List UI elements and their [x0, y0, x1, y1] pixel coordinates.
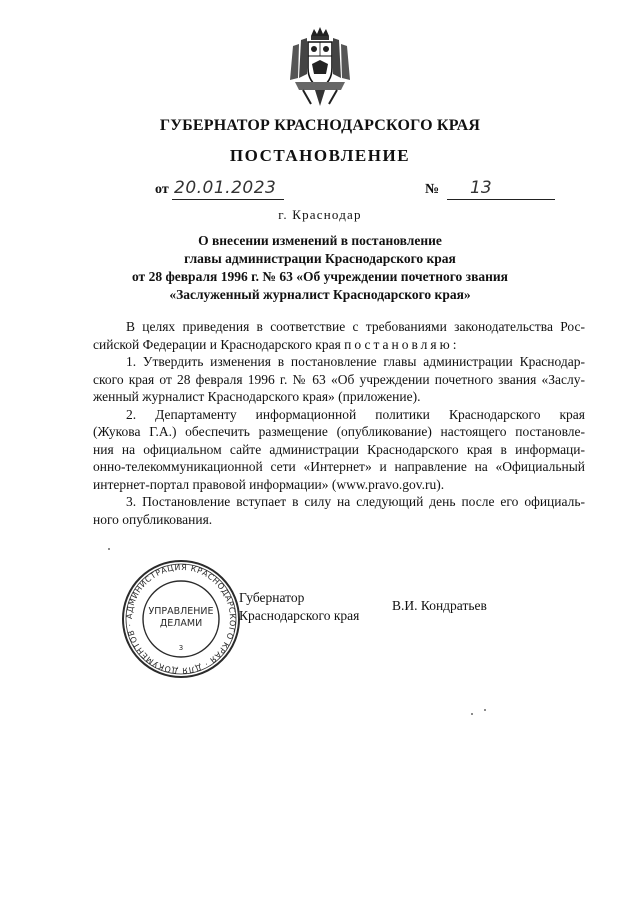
title-line: «Заслуженный журналист Краснодарского края»	[169, 287, 471, 302]
title-line: от 28 февраля 1996 г. № 63 «Об учреждении почетного звания	[131, 269, 508, 284]
body-line: 3. Постановление вступает в силу на следующий день после его официаль-	[126, 494, 585, 509]
resolution-word: постановляю:	[344, 336, 460, 352]
signatory-position-line: Губернатор	[239, 590, 305, 605]
signatory-position-line: Краснодарского края	[239, 607, 360, 623]
handwritten-date: 20.01.2023	[174, 178, 277, 198]
stamp-ring-text: АДМИНИСТРАЦИЯ КРАСНОДАРСКОГО КРАЯ · ДЛЯ ДОКУМЕНТОВ ·	[124, 562, 238, 676]
stamp-center-line2: ДЕЛАМИ	[159, 618, 203, 629]
scan-speck	[471, 713, 473, 715]
official-stamp-icon	[120, 558, 242, 680]
body-line: онно-телекоммуникационной сети «Интернет» и направление на «Официальный	[93, 459, 585, 474]
number-underline	[447, 199, 555, 200]
city: г. Краснодар	[278, 207, 362, 222]
body-line: 1. Утвердить изменения в постановление главы администрации Краснодар-	[126, 354, 585, 369]
number-label: №	[425, 182, 440, 197]
date-label: от	[155, 182, 169, 197]
document-type: ПОСТАНОВЛЕНИЕ	[229, 146, 411, 165]
body-line: В целях приведения в соответствие с требованиями законодательства Рос-	[126, 319, 585, 334]
title-line: О внесении изменений в постановление	[198, 233, 442, 248]
body-line: интернет-портал правовой информации» (www.pravo.gov.ru).	[93, 476, 445, 492]
stamp-number: 3	[178, 644, 184, 652]
scan-speck	[484, 709, 486, 711]
body-line: 2. Департаменту информационной политики Краснодарского края	[126, 406, 585, 422]
issuing-authority: ГУБЕРНАТОР КРАСНОДАРСКОГО КРАЯ	[159, 117, 481, 134]
date-underline	[172, 199, 284, 200]
preamble-text: сийской Федерации и Краснодарского края	[93, 336, 345, 352]
stamp-center-line1: УПРАВЛЕНИЕ	[148, 606, 214, 617]
body-line: ского края от 28 февраля 1996 г. № 63 «Об учреждении почетного звания «Заслу-	[93, 371, 585, 387]
body-line: ного опубликования.	[93, 511, 213, 527]
signatory-position	[239, 589, 359, 624]
title-line: главы администрации Краснодарского края	[184, 251, 456, 266]
scan-speck	[108, 548, 110, 550]
body-line	[93, 336, 585, 354]
body-line: (Жукова Г.А.) обеспечить размещение (опубликование) настоящего постановле-	[93, 424, 585, 439]
coat-of-arms-icon	[281, 26, 359, 108]
body-line: женный журналист Краснодарского края» (приложение).	[93, 389, 421, 404]
signatory-name: В.И. Кондратьев	[392, 598, 487, 613]
handwritten-number: 13	[470, 178, 492, 198]
body-line: ния на официальном сайте администрации Краснодарского края в информаци-	[93, 441, 585, 457]
document-title	[100, 232, 540, 304]
document-body	[93, 318, 585, 528]
